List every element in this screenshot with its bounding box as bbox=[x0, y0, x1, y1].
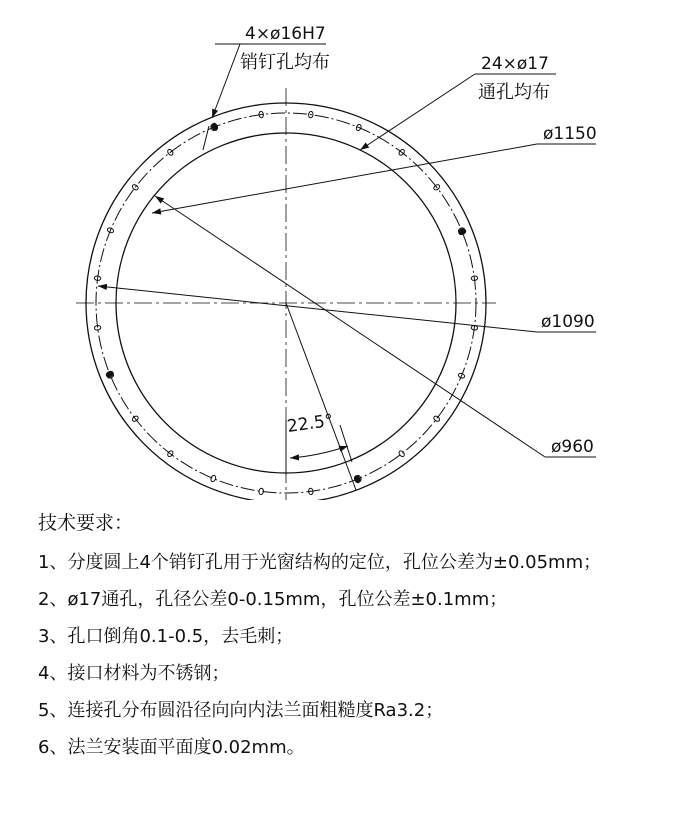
angle-ref-tick bbox=[340, 425, 352, 462]
note-item-4: 4、接口材料为不锈钢； bbox=[38, 663, 230, 684]
note-item-2: 2、ø17通孔，孔径公差0-0.15mm，孔位公差±0.1mm； bbox=[38, 589, 508, 610]
dia-1150-label: ø1150 bbox=[543, 124, 597, 144]
through-hole bbox=[94, 325, 101, 330]
through-hole bbox=[259, 488, 264, 495]
pin-hole-desc-label: 销钉孔均布 bbox=[240, 52, 330, 73]
angle-extension-line bbox=[286, 303, 356, 490]
technical-requirements bbox=[38, 508, 688, 775]
note-item-1: 1、分度圆上4个销钉孔用于光窗结构的定位，孔位公差为±0.05mm； bbox=[38, 552, 602, 573]
pin-hole-leader-diag bbox=[212, 44, 240, 118]
pin-hole-leader-tail bbox=[203, 126, 209, 150]
through-hole-desc-label: 通孔均布 bbox=[478, 82, 550, 103]
through-hole bbox=[433, 415, 441, 422]
angle-arc bbox=[290, 446, 348, 458]
through-hole bbox=[210, 475, 217, 483]
note-item-6: 6、法兰安装面平面度0.02mm。 bbox=[38, 737, 305, 758]
dia-1150-leader bbox=[152, 144, 537, 213]
note-item-3: 3、孔口倒角0.1-0.5，去毛刺； bbox=[38, 626, 294, 647]
through-hole bbox=[398, 450, 405, 458]
dia-1090-leader bbox=[98, 286, 537, 332]
angle-label: 22.5° bbox=[285, 410, 335, 437]
dia-1090-label: ø1090 bbox=[541, 312, 595, 332]
dia-960-label: ø960 bbox=[551, 437, 594, 457]
through-hole-leader bbox=[360, 74, 475, 150]
through-hole-count-label: 24×ø17 bbox=[481, 54, 549, 74]
pin-hole-count-label: 4×ø16H7 bbox=[245, 24, 326, 44]
note-item-5: 5、连接孔分布圆沿径向向内法兰面粗糙度Ra3.2； bbox=[38, 700, 444, 721]
notes-title: 技术要求： bbox=[38, 512, 134, 534]
